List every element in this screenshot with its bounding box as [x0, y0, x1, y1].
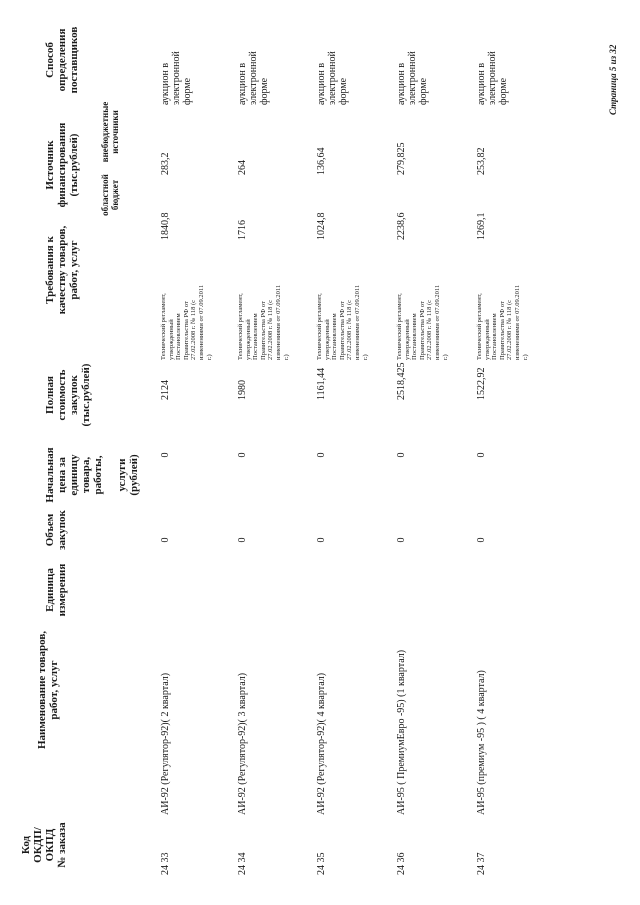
- row-5-method: аукцион в электронной форме: [476, 51, 509, 105]
- row-3-regional-budget: 1024,8: [316, 212, 327, 240]
- row-4-full-cost: 2518,425: [396, 362, 407, 400]
- row-1-name: АИ-92 (Регулятор-92)( 2 квартал): [160, 672, 171, 815]
- row-2-name: АИ-92 (Регулятор-92)( 3 квартал): [237, 672, 248, 815]
- row-1-volume: 0: [160, 537, 171, 543]
- row-2-full-cost: 1980: [237, 380, 248, 400]
- header-financing: Источник финансирования (тыс.рублей): [44, 122, 80, 208]
- row-4-volume: 0: [396, 537, 407, 543]
- row-5-name: АИ-95 (премиум -95 ) ( 4 квартал): [476, 670, 487, 815]
- row-4-regional-budget: 2238,6: [396, 212, 407, 240]
- row-5-requirements: Технический регламент, утвержденный Постановлением Правительства РФ от 27.02.2008 г. № 118 (с изменениями от 07.09.2011 г.): [476, 284, 529, 360]
- row-3-start-price: 0: [316, 452, 327, 458]
- row-3-full-cost: 1161,44: [316, 367, 327, 400]
- header-method: Способ определения поставщиков: [44, 26, 80, 94]
- header-requirements: Требования к качеству товаров, работ, услуг: [44, 225, 80, 315]
- row-3-name: АИ-92 (Регулятор-92)( 4 квартал): [316, 672, 327, 815]
- row-4-name: АИ-95 ( ПремиумЕвро -95) (1 квартал): [396, 649, 407, 815]
- row-4-method: аукцион в электронной форме: [396, 51, 429, 105]
- row-4-requirements: Технический регламент, утвержденный Постановлением Правительства РФ от 27.02.2008 г. № 118 (с изменениями от 07.09.2011 г.): [396, 284, 449, 360]
- row-2-volume: 0: [237, 537, 248, 543]
- row-2-regional-budget: 1716: [237, 220, 248, 240]
- row-1-method: аукцион в электронной форме: [160, 51, 193, 105]
- row-1-full-cost: 2124: [160, 380, 171, 400]
- row-4-extra-budget: 279,825: [396, 142, 407, 175]
- page-number: Страница 5 из 32: [608, 44, 618, 115]
- row-1-extra-budget: 283,2: [160, 152, 171, 175]
- header-volume: Объем закупок: [44, 510, 68, 550]
- row-3-volume: 0: [316, 537, 327, 543]
- row-5-volume: 0: [476, 537, 487, 543]
- header-financing-extra: внебюджетные источники: [100, 101, 120, 163]
- header-name: Наименование товаров, работ, услуг: [36, 630, 60, 750]
- row-5-start-price: 0: [476, 452, 487, 458]
- header-financing-regional: областной бюджет: [100, 174, 120, 216]
- header-unit: Единица измерения: [44, 563, 68, 617]
- row-5-full-cost: 1522,92: [476, 367, 487, 400]
- row-3-extra-budget: 136,64: [316, 147, 327, 175]
- header-code: Код ОКДП/ ОКПД № заказа: [20, 822, 68, 868]
- row-3-method: аукцион в электронной форме: [316, 51, 349, 105]
- row-1-code: 24 33: [160, 852, 171, 875]
- row-5-regional-budget: 1269,1: [476, 212, 487, 240]
- row-2-start-price: 0: [237, 452, 248, 458]
- row-1-requirements: Технический регламент, утвержденный Постановлением Правительства РФ от 27.02.2008 г. № 118 (с изменениями от 07.09.2011 г.): [160, 284, 213, 360]
- row-5-code: 24 37: [476, 852, 487, 875]
- row-2-code: 24 34: [237, 852, 248, 875]
- row-1-start-price: 0: [160, 452, 171, 458]
- row-3-code: 24 35: [316, 852, 327, 875]
- header-start-price: Начальная цена за единицу товара, работы, услуги (рублей): [44, 447, 140, 503]
- row-1-regional-budget: 1840,8: [160, 212, 171, 240]
- row-2-method: аукцион в электронной форме: [237, 51, 270, 105]
- header-full-cost: Полная стоимость закупок (тыс.рублей): [44, 363, 92, 427]
- row-5-extra-budget: 253,82: [476, 147, 487, 175]
- row-2-requirements: Технический регламент, утвержденный Постановлением Правительства РФ от 27.02.2008 г. № 118 (с изменениями от 07.09.2011 г.): [237, 284, 290, 360]
- row-4-start-price: 0: [396, 452, 407, 458]
- row-2-extra-budget: 264: [237, 160, 248, 175]
- row-3-requirements: Технический регламент, утвержденный Постановлением Правительства РФ от 27.02.2008 г. № 118 (с изменениями от 07.09.2011 г.): [316, 284, 369, 360]
- row-4-code: 24 36: [396, 852, 407, 875]
